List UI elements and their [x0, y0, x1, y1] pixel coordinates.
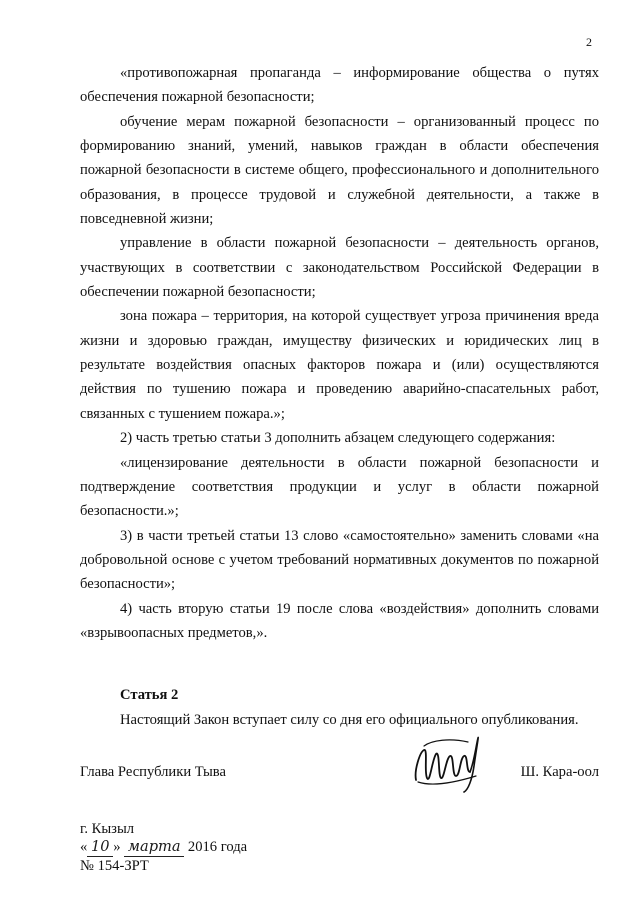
signing-date	[80, 838, 247, 857]
document-body	[80, 61, 599, 732]
signatory-name: Ш. Кара-оол	[520, 764, 599, 780]
paragraph-fire-safety-management: управление в области пожарной безопасности – деятельность органов, участвующих в соответствии с законодательством Российской Федерации в обеспечении пожарной безопасности;	[80, 235, 599, 301]
city: г. Кызыл	[80, 821, 135, 837]
paragraph-fire-safety-training: обучение мерам пожарной безопасности – организованный процесс по формированию знаний, умений, навыков граждан в области обеспечения пожарной безопасности в системе общего, профессионального и дополнительного образования, в процессе трудовой и служебной деятельности, а также в повседневной жизни;	[80, 113, 599, 228]
paragraph-amendment-4: 4) часть вторую статьи 19 после слова «воздействия» дополнить словами «взрывоопасных предметов,».	[80, 600, 599, 641]
date-month-handwritten: марта	[124, 838, 184, 857]
article-heading: Статья 2	[120, 687, 179, 704]
date-close-quote: »	[113, 839, 121, 855]
date-open-quote: «	[80, 839, 88, 855]
document-footer	[80, 820, 247, 875]
paragraph-fire-propaganda: «противопожарная пропаганда – информирование общества о путях обеспечения пожарной безопасности;	[80, 65, 599, 106]
date-year: 2016 года	[187, 839, 248, 855]
paragraph-licensing: «лицензирование деятельности в области пожарной безопасности и подтверждение соответствия продукции и услуг в области пожарной безопасности.»;	[80, 454, 599, 520]
article-text: Настоящий Закон вступает силу со дня его официального опубликования.	[120, 711, 579, 728]
page-number: 2	[586, 35, 592, 49]
document-number: № 154-ЗРТ	[80, 858, 149, 874]
section-gap	[80, 645, 599, 683]
signatory-title: Глава Республики Тыва	[80, 764, 226, 780]
paragraph-amendment-3: 3) в части третьей статьи 13 слово «самостоятельно» заменить словами «на добровольной основе с учетом требований нормативных документов по пожарной безопасности»;	[80, 527, 599, 593]
date-day-handwritten: 10	[87, 838, 113, 857]
paragraph-amendment-2: 2) часть третью статьи 3 дополнить абзацем следующего содержания:	[120, 430, 556, 447]
signature-row	[80, 764, 599, 788]
handwritten-signature	[410, 732, 485, 794]
paragraph-fire-zone: зона пожара – территория, на которой существует угроза причинения вреда жизни и здоровью граждан, имуществу физических и юридических лиц в результате воздействия опасных факторов пожара и (или) осуществляются действия по тушению пожара и проведению аварийно-спасательных работ, связанных с тушением пожара.»;	[80, 308, 599, 422]
